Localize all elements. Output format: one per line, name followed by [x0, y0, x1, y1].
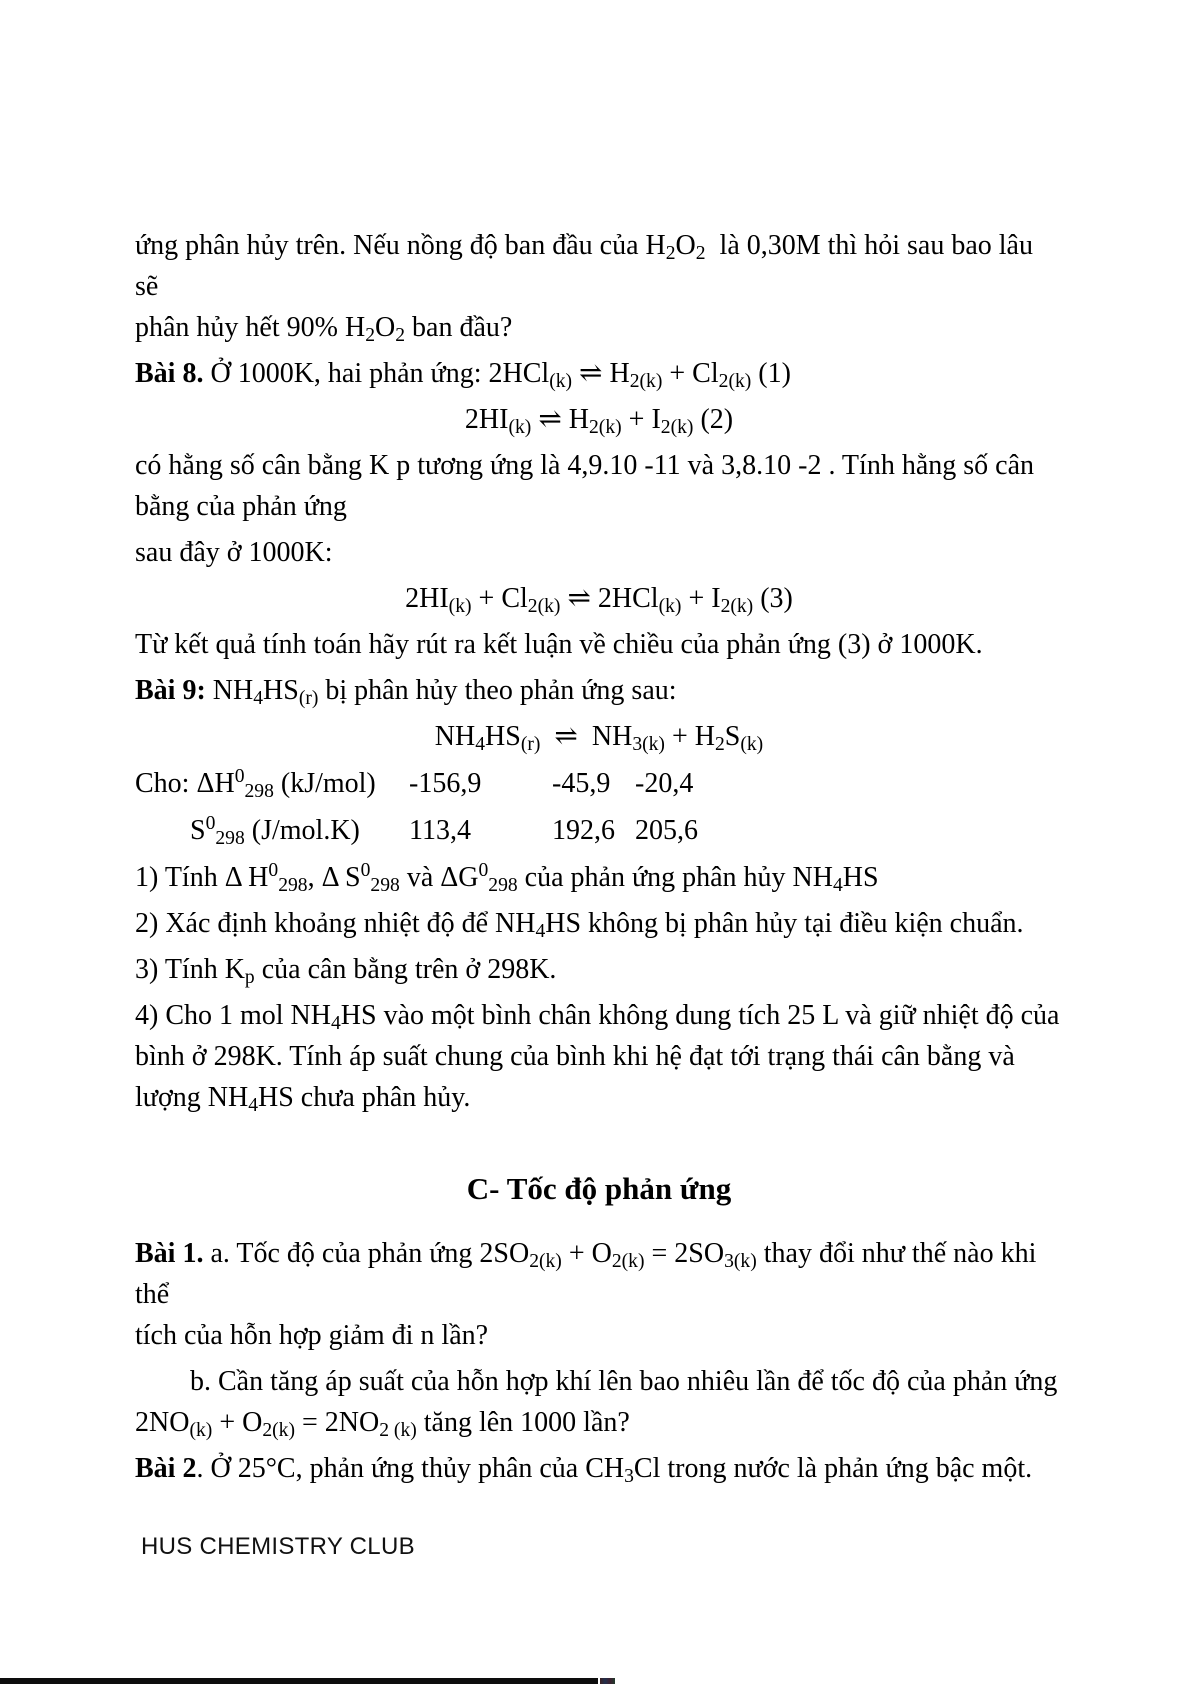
paragraph-h2o2-intro: ứng phân hủy trên. Nếu nồng độ ban đầu của $H_2O_2$ là 0,30M thì hỏi sau bao lâu sẽ phân hủy hết 90% $H_2O_2$ ban đầu?	[135, 230, 1033, 346]
equation-nh4hs: $NH_4HS_{(r)}$ ⇌ $NH_{3(k)} + H_2S_{(k)}$	[434, 721, 764, 755]
paragraph-question-2: 2) Xác định khoảng nhiệt độ để $NH_4HS$ không bị phân hủy tại điều kiện chuẩn.	[135, 908, 1024, 942]
paragraph-bai2: Bài 2. Ở 25°C, phản ứng thủy phân của $CH_3Cl$ trong nước là phản ứng bậc một.	[135, 1453, 1033, 1487]
paragraph-conclusion-3: Từ kết quả tính toán hãy rút ra kết luận về chiều của phản ứng (3) ở 1000K.	[135, 629, 983, 660]
thermo-value-entropy-nh3: 192,6	[552, 815, 615, 846]
equation-3: $2HI_{(k)} + Cl_{2(k)}$ ⇌ $2HCl_{(k)} + I_{2(k)}$ (3)	[405, 583, 793, 617]
paragraph-bai8: Bài 8. Ở 1000K, hai phản ứng: 2HCl$_{(k)}$ ⇌ $H_{2(k)} + Cl_{2(k)}$ (1)	[135, 358, 791, 392]
thermo-row-enthalpy	[135, 763, 1063, 804]
paragraph-question-4: 4) Cho 1 mol $NH_4HS$ vào một bình chân không dung tích 25 L và giữ nhiệt độ của bình ở 298K. Tính áp suất chung của bình khi hệ đạt tới trạng thái cân bằng và lượng $NH_4HS$ chưa phân hủy.	[135, 1000, 1060, 1116]
document-content	[135, 225, 1063, 1494]
paragraph-bai9: Bài 9: $NH_4HS_{(r)}$ bị phân hủy theo phản ứng sau:	[135, 675, 677, 709]
footer-club-name: HUS CHEMISTRY CLUB	[141, 1533, 415, 1560]
thermo-row-entropy	[135, 810, 1063, 851]
paragraph-bai1b: b. Cần tăng áp suất của hỗn hợp khí lên bao nhiêu lần để tốc độ của phản ứng $2NO_{(k)} + O_{2(k)} = 2NO_{2 (k)}$ tăng lên 1000 lần?	[135, 1366, 1058, 1441]
thermo-value-enthalpy-nh4hs: -156,9	[409, 768, 482, 799]
next-page-edge-bar	[0, 1678, 598, 1684]
paragraph-sau-day: sau đây ở 1000K:	[135, 537, 333, 568]
thermo-value-enthalpy-nh3: -45,9	[552, 768, 611, 799]
thermo-value-entropy-nh4hs: 113,4	[409, 815, 471, 846]
thermo-value-entropy-h2s: 205,6	[635, 815, 698, 846]
paragraph-bai1a: Bài 1. a. Tốc độ của phản ứng $2SO_{2(k)} + O_{2(k)} = 2SO_{3(k)}$ thay đổi như thế nào khi thể tích của hỗn hợp giảm đi n lần?	[135, 1238, 1037, 1351]
section-c-heading: C- Tốc độ phản ứng	[466, 1171, 732, 1206]
paragraph-kp-constants: có hằng số cân bằng K p tương ứng là 4,9.10 -11 và 3,8.10 -2 . Tính hằng số cân bằng của phản ứng	[135, 450, 1034, 522]
thermo-label-entropy: $S^0_{298}$ (J/mol.K)	[190, 813, 360, 849]
paragraph-question-1: 1) Tính Δ $H^0_{298}$, Δ $S^0_{298}$ và $\Delta G^0_{298}$ của phản ứng phân hủy $NH_4HS$	[135, 860, 879, 896]
next-page-edge-fragment	[600, 1678, 615, 1684]
thermo-label-enthalpy: Cho: $\Delta H^0_{298}$ (kJ/mol)	[135, 766, 376, 802]
equation-2: $2HI_{(k)}$ ⇌ $H_{2(k)} + I_{2(k)}$ (2)	[464, 404, 734, 438]
paragraph-question-3: 3) Tính $K_p$ của cân bằng trên ở 298K.	[135, 954, 557, 988]
thermo-value-enthalpy-h2s: -20,4	[635, 768, 694, 799]
